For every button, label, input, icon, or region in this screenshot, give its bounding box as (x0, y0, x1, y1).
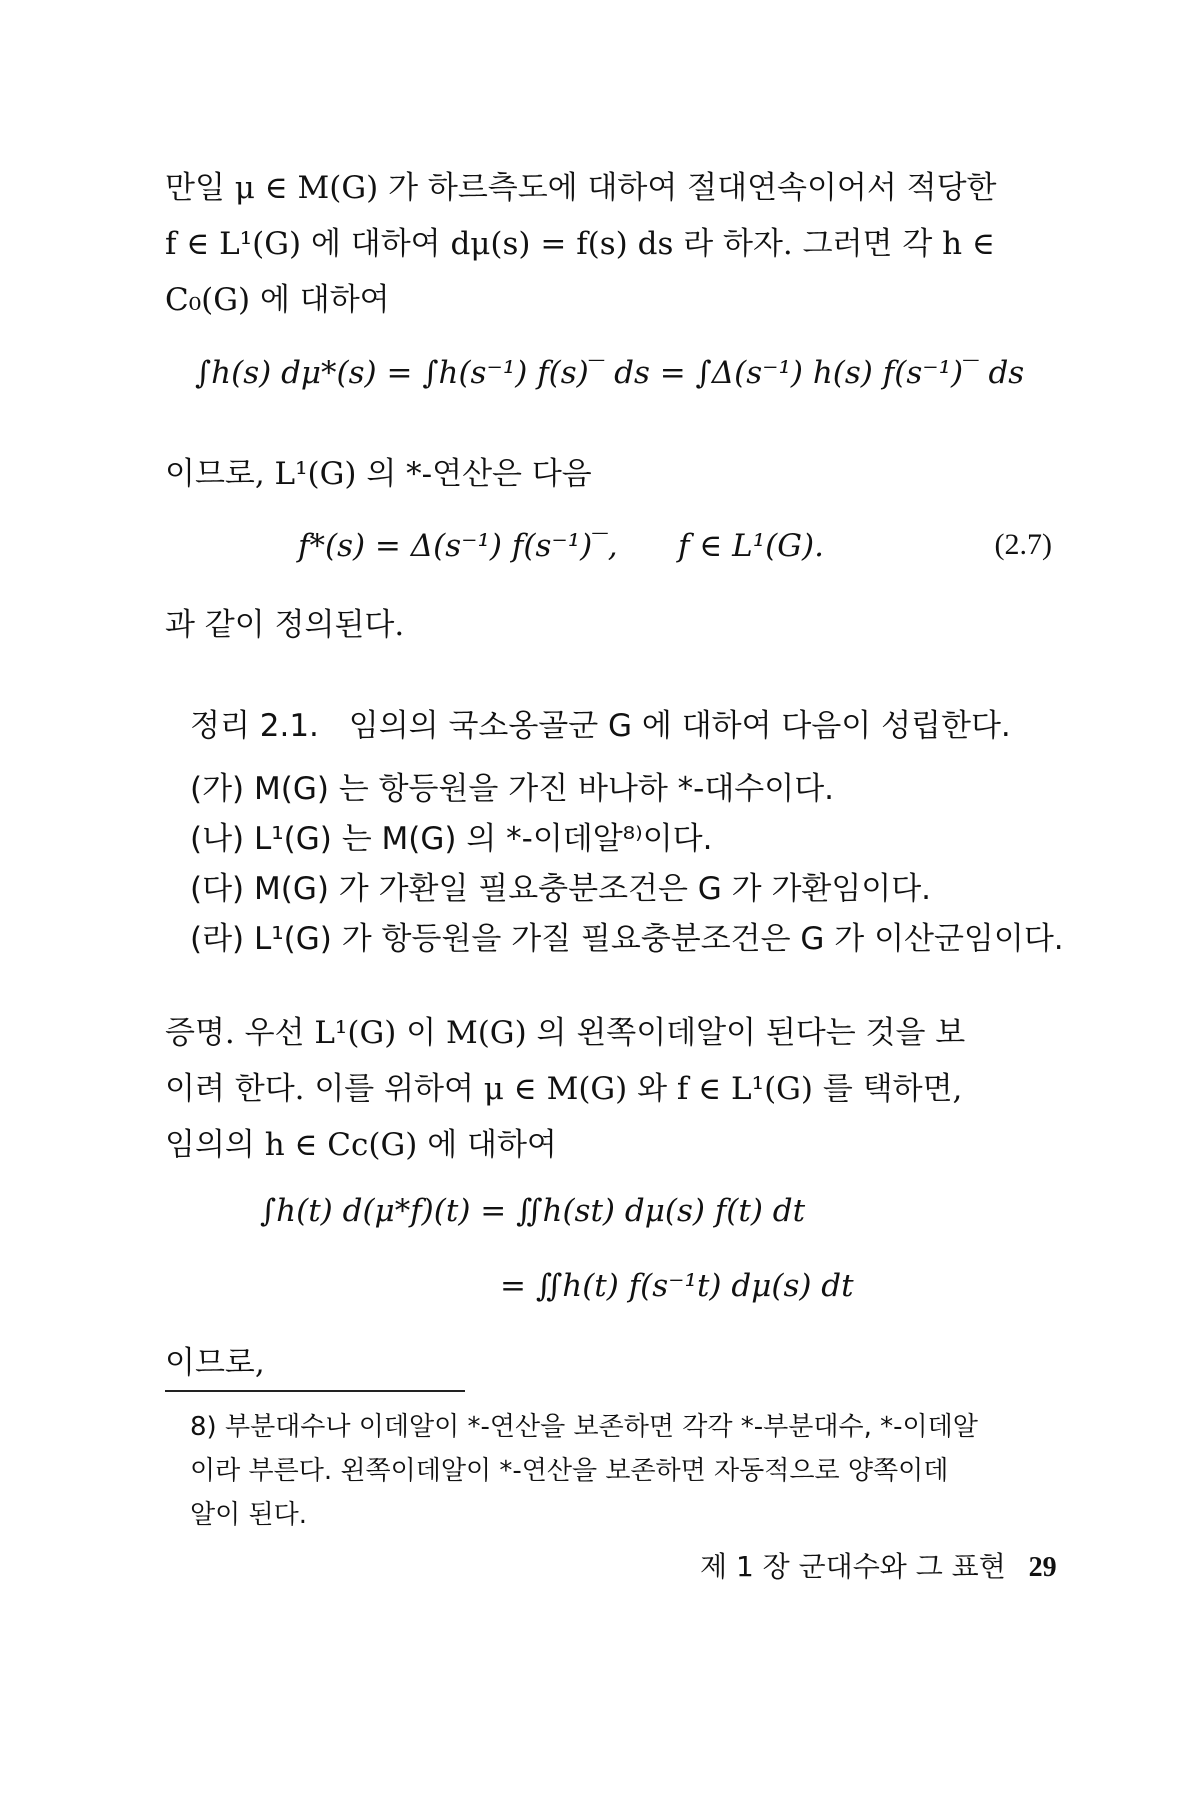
equation-adjoint-integral: ∫h(s) dμ*(s) = ∫h(s⁻¹) f(s)‾ ds = ∫Δ(s⁻¹) h(s) f(s⁻¹)‾ ds (195, 355, 1025, 391)
theorem-statement: 임의의 국소옹골군 G 에 대하여 다음이 성립한다. (348, 708, 1011, 744)
paragraph-line: 이려 한다. 이를 위하여 μ ∈ M(G) 와 f ∈ L¹(G) 를 택하면, (165, 1071, 963, 1107)
paragraph-line: 이므로, L¹(G) 의 *-연산은 다음 (165, 456, 592, 492)
paragraph-line: 과 같이 정의된다. (165, 607, 405, 643)
equation-number: (2.7) (994, 528, 1052, 561)
paragraph-line: 임의의 h ∈ Cc(G) 에 대하여 (165, 1127, 557, 1163)
footnote-line: 알이 된다. (190, 1500, 307, 1530)
page-footer (700, 1545, 1055, 1585)
equation-convolution-line2: = ∬h(t) f(s⁻¹t) dμ(s) dt (500, 1268, 854, 1304)
footnote-line: 이라 부른다. 왼쪽이데알이 *-연산을 보존하면 자동적으로 양쪽이데 (190, 1456, 949, 1486)
paragraph-line: 증명. 우선 L¹(G) 이 M(G) 의 왼쪽이데알이 된다는 것을 보 (165, 1015, 966, 1051)
equation-star-definition: f*(s) = Δ(s⁻¹) f(s⁻¹)‾, (298, 528, 618, 564)
paragraph-intro (165, 160, 1055, 328)
paragraph-star-operation (165, 446, 1055, 502)
paragraph-line: 만일 μ ∈ M(G) 가 하르측도에 대하여 절대연속이어서 적당한 (165, 170, 997, 206)
paragraph-line: f ∈ L¹(G) 에 대하여 dμ(s) = f(s) ds 라 하자. 그러면 각 h ∈ (165, 226, 995, 262)
theorem-title: 정리 2.1. (190, 708, 319, 744)
page-number: 29 (1028, 1552, 1057, 1583)
paragraph-definition (165, 597, 1055, 653)
equation-convolution-line1: ∫h(t) d(μ*f)(t) = ∬h(st) dμ(s) f(t) dt (260, 1193, 806, 1229)
theorem-item: (라) L¹(G) 가 항등원을 가질 필요충분조건은 G 가 이산군임이다. (190, 921, 1064, 957)
paragraph-line: C₀(G) 에 대하여 (165, 282, 390, 318)
equation-condition: f ∈ L¹(G). (678, 528, 824, 564)
paragraph-proof (165, 1005, 1055, 1173)
footnote-line: 8) 부분대수나 이데알이 *-연산을 보존하면 각각 *-부분대수, *-이데알 (190, 1412, 978, 1442)
theorem-item: (다) M(G) 가 가환일 필요충분조건은 G 가 가환임이다. (190, 871, 932, 907)
footnote (190, 1405, 1060, 1537)
paragraph-therefore (165, 1335, 1055, 1391)
paragraph-line: 이므로, (165, 1345, 265, 1381)
theorem-item: (가) M(G) 는 항등원을 가진 바나하 *-대수이다. (190, 771, 834, 807)
theorem-item: (나) L¹(G) 는 M(G) 의 *-이데알⁸⁾이다. (190, 821, 713, 857)
theorem-heading (190, 700, 1011, 745)
footnote-divider (165, 1390, 465, 1392)
chapter-title: 제 1 장 군대수와 그 표현 (700, 1550, 1006, 1583)
